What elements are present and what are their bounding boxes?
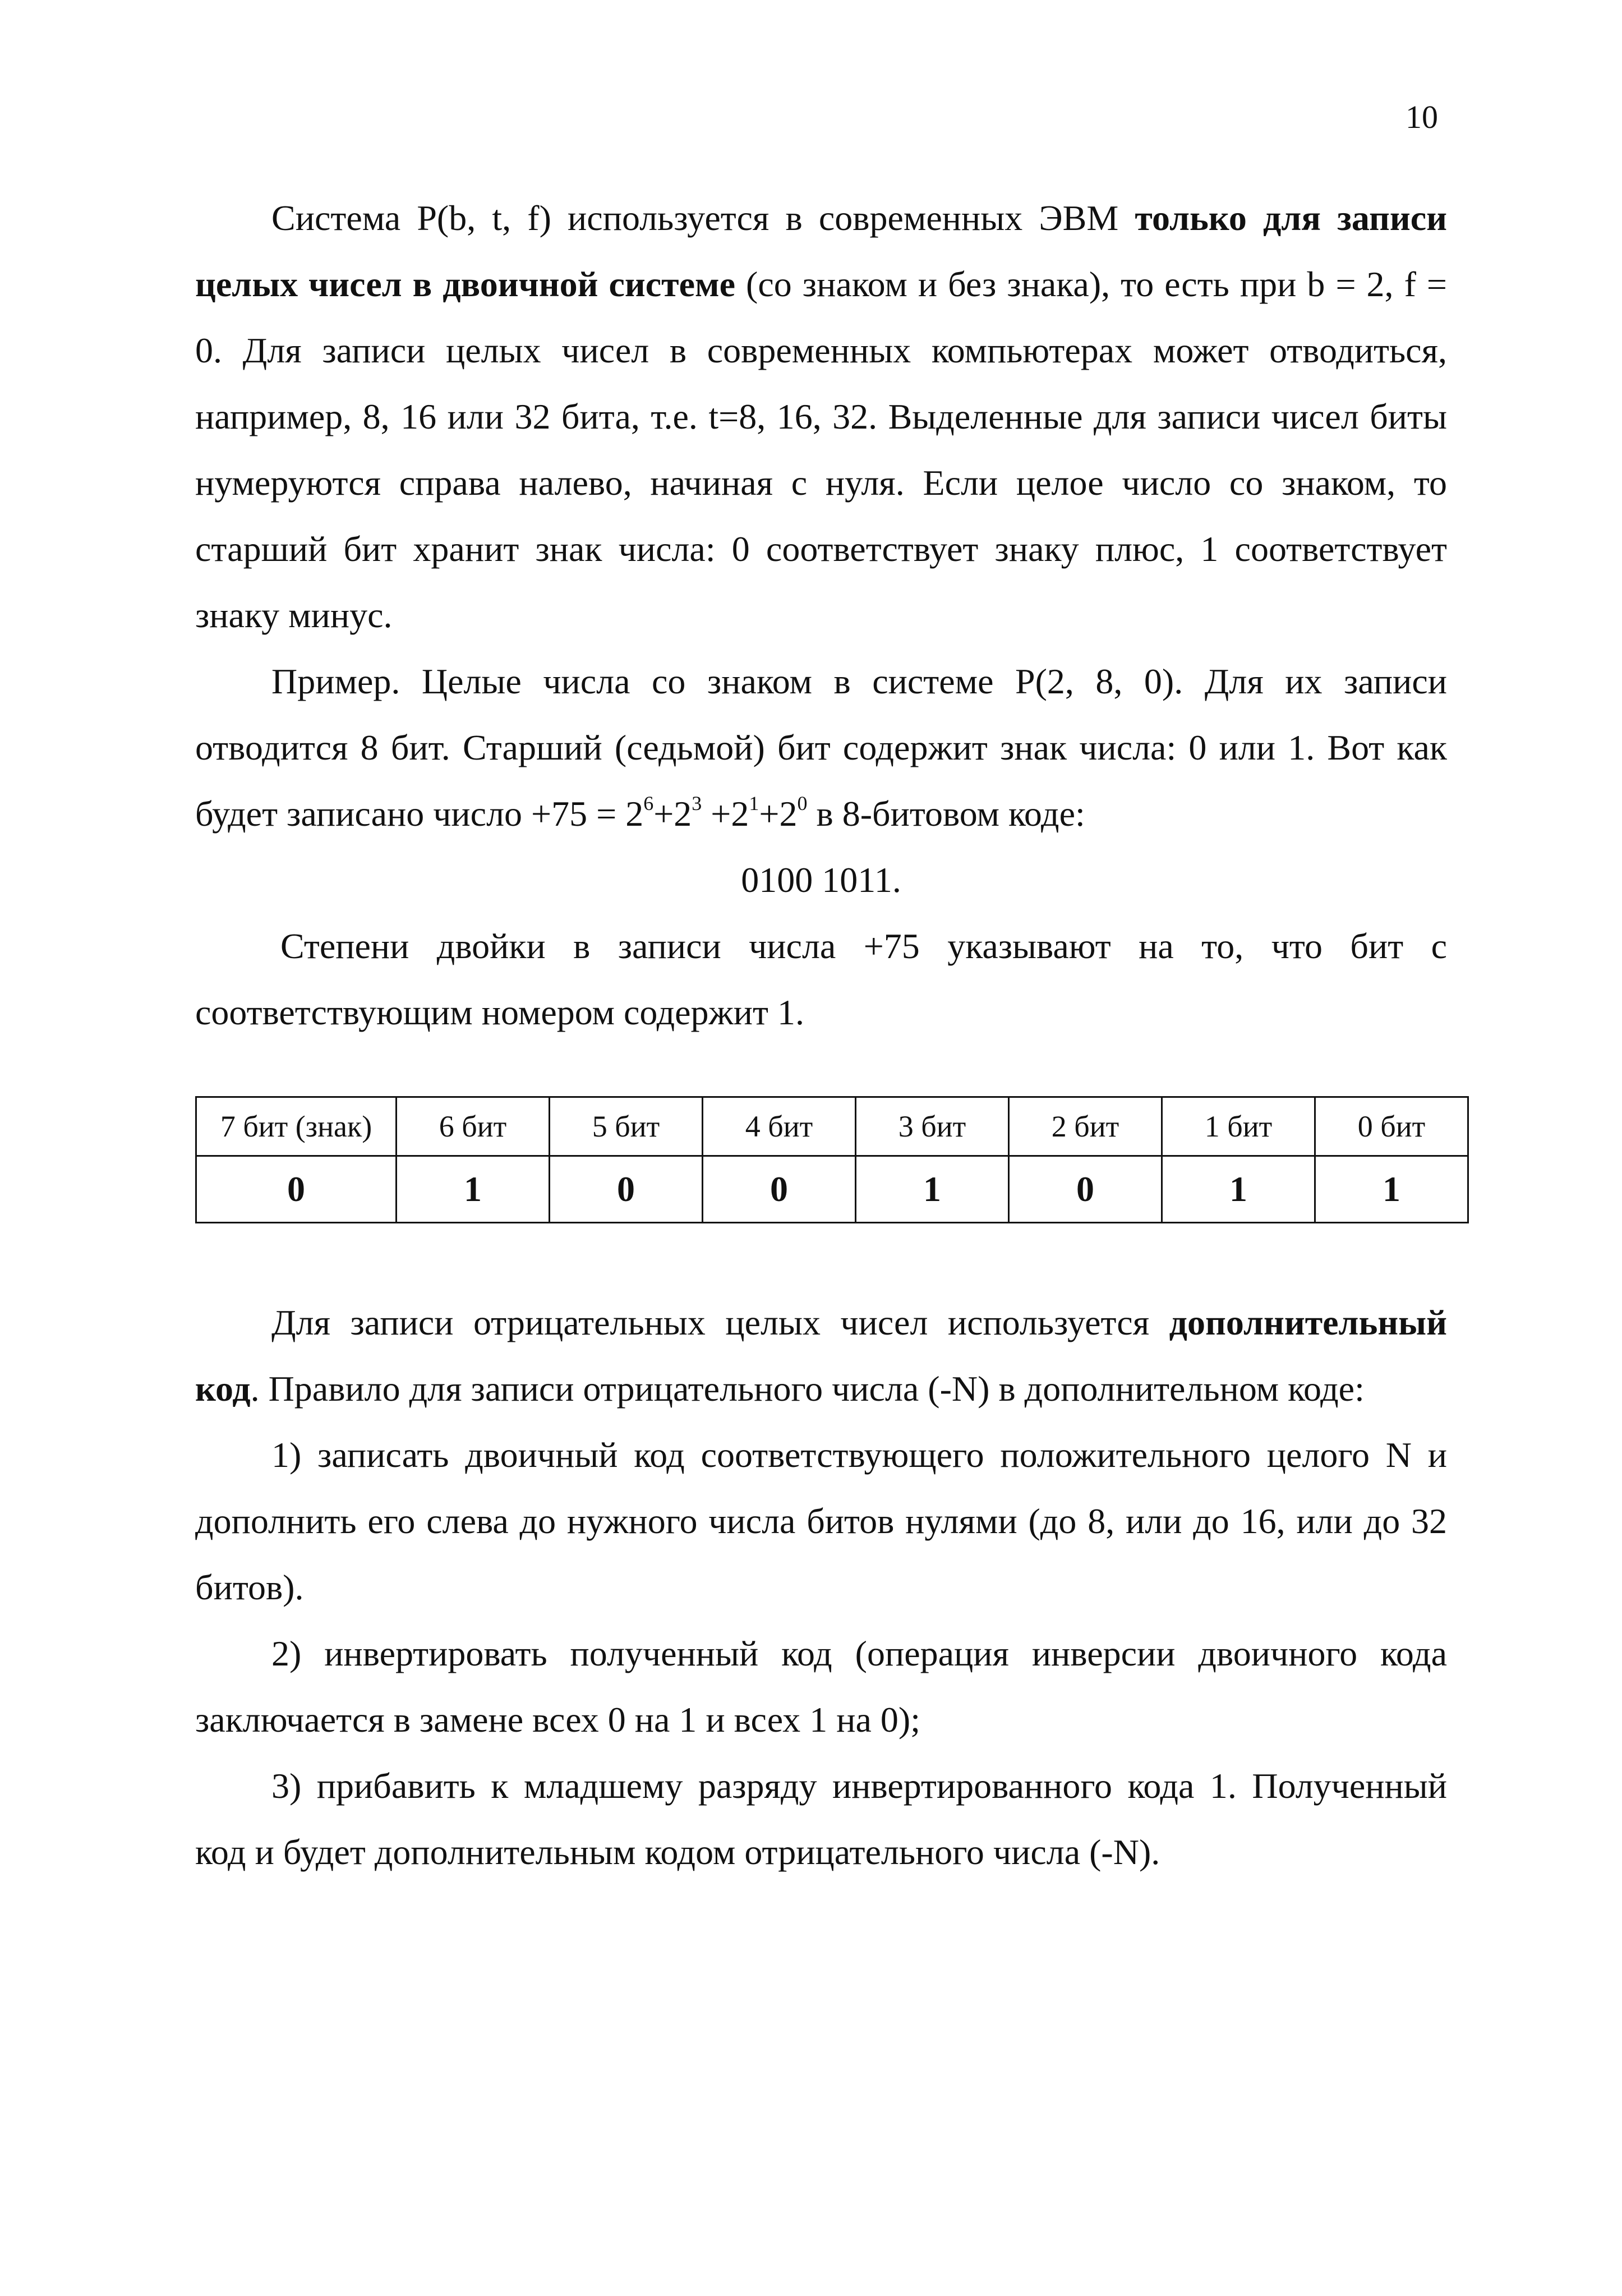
text-span: +2 (759, 794, 798, 834)
bit-table-header-row (196, 1097, 1468, 1156)
exponent: 3 (692, 792, 702, 815)
bit-value-cell: 0 (703, 1156, 856, 1223)
bit-header-cell: 5 бит (550, 1097, 703, 1156)
text-span: . Правило для записи отрицательного числа (-N) в дополнительном коде: (250, 1369, 1365, 1409)
text-span: (со знаком и без знака), то есть при b = 2, f = 0. Для записи целых чисел в современных компьютерах может отводиться, например, 8, 16 или 32 бита, т.е. t=8, 16, 32. Выделенные для записи чисел биты нумеруются справа налево, начиная с нуля. Если целое число со знаком, то старший бит хранит знак числа: 0 соответствует знаку плюс, 1 соответствует знаку минус. (195, 264, 1448, 635)
text-span: Для записи отрицательных целых чисел используется (271, 1303, 1169, 1342)
text-span: Пример. Целые числа со знаком в системе P(2, 8, 0). Для их записи отводится 8 бит. Старший (седьмой) бит содержит знак числа: 0 или 1. Вот как будет записано число +75 = 2 (195, 661, 1447, 834)
bit-value-cell: 1 (1315, 1156, 1468, 1223)
bit-header-cell: 0 бит (1315, 1097, 1468, 1156)
bit-value-cell: 0 (550, 1156, 703, 1223)
paragraph-system-description (195, 185, 1447, 648)
bold-emphasis: только для записи целых чисел в двоичной системе (195, 198, 1448, 304)
bit-value-cell: 1 (397, 1156, 550, 1223)
exponent: 1 (749, 792, 759, 815)
bit-header-cell: 2 бит (1009, 1097, 1162, 1156)
step-2: 2) инвертировать полученный код (операция инверсии двоичного кода заключается в замене всех 0 на 1 и всех 1 на 0); (195, 1634, 1447, 1740)
bit-value-cell: 0 (196, 1156, 397, 1223)
bit-value-cell: 1 (1162, 1156, 1315, 1223)
bit-value-cell: 0 (1009, 1156, 1162, 1223)
paragraph-twos-complement (195, 1290, 1447, 1422)
bit-header-cell: 6 бит (397, 1097, 550, 1156)
text-span: в 8-битовом коде: (807, 794, 1085, 834)
paragraph-powers-explanation: Степени двойки в записи числа +75 указывают на то, что бит с соответствующим номером содержит 1. (195, 926, 1447, 1032)
bit-header-cell: 4 бит (703, 1097, 856, 1156)
text-span: +2 (702, 794, 749, 834)
bit-value-cell: 1 (856, 1156, 1009, 1223)
text-span: +2 (653, 794, 692, 834)
page-number: 10 (1406, 99, 1438, 135)
bit-table-value-row (196, 1156, 1468, 1223)
bit-header-cell: 3 бит (856, 1097, 1009, 1156)
text-span: Система P(b, t, f) используется в современных ЭВМ (271, 198, 1135, 238)
bold-emphasis: дополнительный код (195, 1303, 1447, 1409)
document-body (195, 185, 1447, 1885)
bit-table (195, 1096, 1469, 1223)
paragraph-example (195, 648, 1447, 847)
step-3: 3) прибавить к младшему разряду инвертированного кода 1. Полученный код и будет дополнительным кодом отрицательного числа (-N). (195, 1766, 1447, 1872)
step-1: 1) записать двоичный код соответствующего положительного целого N и дополнить его слева до нужного числа битов нулями (до 8, или до 16, или до 32 битов). (195, 1435, 1447, 1607)
exponent: 0 (797, 792, 808, 815)
bit-header-cell: 1 бит (1162, 1097, 1315, 1156)
exponent: 6 (643, 792, 654, 815)
binary-code-line: 0100 1011. (741, 860, 901, 900)
bit-header-cell: 7 бит (знак) (196, 1097, 397, 1156)
